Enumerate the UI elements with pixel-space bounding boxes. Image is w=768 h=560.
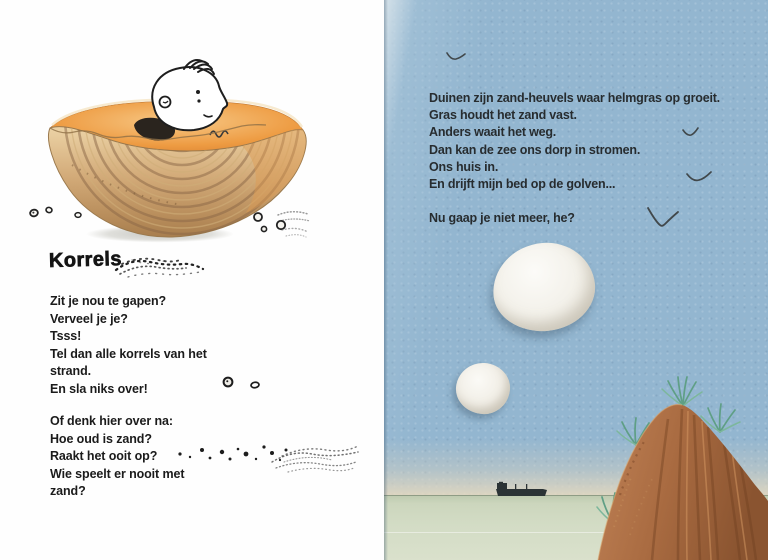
poem-line: Duinen zijn zand-heuvels waar helmgras op groeit.: [429, 91, 720, 105]
poem-line: Tsss!: [50, 329, 82, 343]
eye-icon: [197, 99, 200, 102]
pebbles-and-sand-icon: [248, 205, 313, 240]
bird-icon: [446, 50, 466, 62]
page-right: [384, 0, 768, 560]
poem-line: zand?: [50, 484, 86, 498]
poem-line: Wie speelt er nooit met: [50, 466, 185, 481]
white-stone-small: [454, 361, 511, 416]
sand-scatter-icon: [112, 252, 207, 282]
poem-line: Raakt het ooit op?: [50, 449, 158, 463]
poem-line: Of denk hier over na:: [50, 414, 173, 428]
poem-line: Verveel je je?: [50, 311, 128, 326]
poem-line: Zit je nou te gapen?: [50, 294, 167, 308]
poem-line: strand.: [50, 364, 91, 378]
poem-line: En drijft mijn bed op de golven...: [429, 177, 616, 192]
poem-line: Dan kan de zee ons dorp in stromen.: [429, 142, 641, 157]
poem-line: Ons huis in.: [429, 159, 499, 174]
poem-stanza-1: [50, 293, 207, 398]
poem-closing-line: Nu gaap je niet meer, he?: [429, 211, 575, 226]
rock-with-grass-illustration: [590, 375, 768, 560]
white-stone-large: [489, 239, 598, 336]
poem-line: Hoe oud is zand?: [50, 431, 152, 446]
poem-line: Tel dan alle korrels van het: [50, 346, 207, 361]
poem-stanza-2: [50, 413, 184, 501]
ear-icon: [160, 97, 171, 108]
eye-icon: [196, 90, 200, 94]
page-title: Korrels: [48, 248, 123, 272]
sand-scatter-icon: [172, 432, 362, 477]
cargo-ship-icon: [494, 481, 550, 498]
pebbles-icon: [220, 374, 265, 392]
poem-line: Gras houdt het zand vast.: [429, 108, 577, 123]
poem-block: [429, 90, 720, 227]
poem-line: En sla niks over!: [50, 381, 148, 396]
poem-line: Anders waait het weg.: [429, 125, 557, 140]
